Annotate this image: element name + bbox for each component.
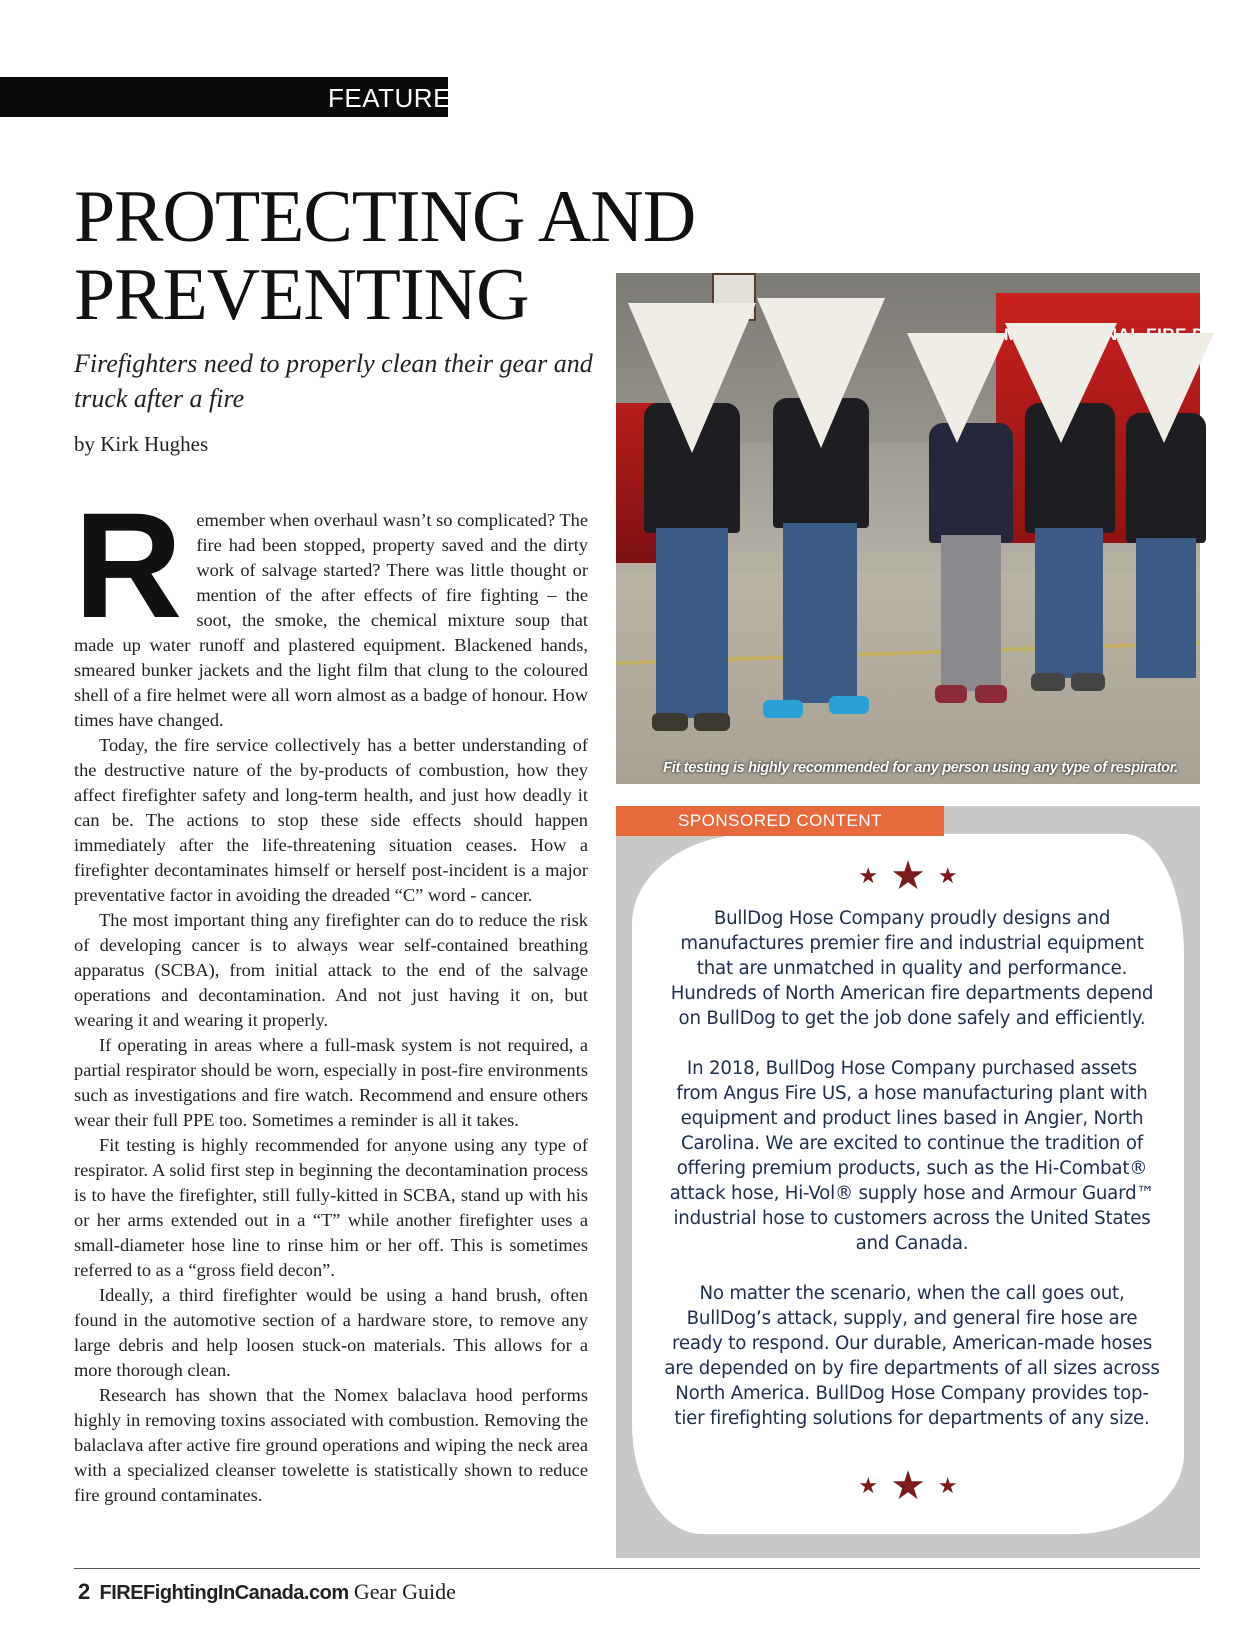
headline-line-2: PREVENTING <box>74 254 529 336</box>
headline-line-1: PROTECTING AND <box>74 176 696 258</box>
body-paragraph: Ideally, a third firefighter would be using a hand brush, often found in the automotive section of a hardware store, to remove any large debris and help loosen stuck-on materials. This allows for a more thorough clean. <box>74 1285 588 1380</box>
body-paragraph <box>74 481 588 733</box>
star-icon: ★ <box>858 1472 879 1498</box>
body-paragraph-text: emember when overhaul wasn’t so complicated? The fire had been stopped, property saved and the dirty work of salvage started? There was little thought or mention of the after effects of fire fighting – the soot, the smoke, the chemical mixture soup that made up water runoff and plastered equipment. Blackened hands, smeared bunker jackets and the light film that clung to the coloured shell of a fire helmet were all worn almost as a badge of honour. How times have changed. <box>74 510 588 730</box>
footer-guide: Gear Guide <box>353 1579 456 1604</box>
star-icon: ★ <box>937 1472 958 1498</box>
deck-subtitle: Firefighters need to properly clean their gear and truck after a fire <box>74 349 593 413</box>
footer-site: FIREFightingInCanada.com <box>99 1582 349 1604</box>
truck-label: MDT REGIONAL FIRE DEPT. <box>1004 325 1243 344</box>
star-icon: ★ <box>890 1463 926 1508</box>
section-bar <box>0 77 451 117</box>
photo-caption: Fit testing is highly recommended for any person using any type of respirator. <box>663 760 1178 776</box>
body-paragraph: Fit testing is highly recommended for anyone using any type of respirator. A solid first step in beginning the decontamination process is to have the firefighter, still fully-kitted in SCBA, stand up with his or her arms extended out in a “T” while another firefighter uses a small-diameter hose line to rinse him or her off. This is sometimes referred to as a “gross field decon”. <box>74 1135 588 1280</box>
body-paragraph: Today, the fire service collectively has a better understanding of the destructive nature of the by-products of combustion, how they affect firefighter safety and long-term health, and just how deadly it can be. The actions to stop these side effects should happen immediately after the life-threatening situation ceases. How a firefighter decontaminates himself or herself post-incident is a major preventative factor in avoiding the dreaded “C” word - cancer. <box>74 735 588 905</box>
drop-cap: R <box>74 481 183 649</box>
sponsored-paragraph: BullDog Hose Company proudly designs and manufactures premier fire and industrial equipment that are unmatched in quality and performance. Hundreds of North American fire departments depend on BullDog to get the job done safely and efficiently. <box>670 908 1154 1029</box>
section-label: FEATURE <box>328 83 451 113</box>
star-icon: ★ <box>858 862 879 888</box>
body-paragraph: Research has shown that the Nomex balaclava hood performs highly in removing toxins associated with combustion. Removing the balaclava after active fire ground operations and wiping the neck area with a specialized cleanser towelette is statistically shown to reduce fire ground contaminates. <box>74 1385 588 1505</box>
sponsored-copy <box>664 906 1160 1456</box>
fit-testing-photo <box>616 273 1243 784</box>
star-icon: ★ <box>890 853 926 898</box>
article-body <box>74 481 588 1508</box>
page-number: 2 <box>78 1579 91 1604</box>
sponsored-paragraph: No matter the scenario, when the call goes out, BullDog’s attack, supply, and general fire hose are ready to respond. Our durable, American-made hoses are depended on by fire departments of all sizes across North America. BullDog Hose Company provides top-tier firefighting solutions for departments of any size. <box>664 1283 1160 1429</box>
headline <box>74 178 695 334</box>
body-paragraph: The most important thing any firefighter can do to reduce the risk of developing cancer is to always wear self-contained breathing apparatus (SCBA), from initial attack to the end of the salvage operations and decontamination. And not just having it on, but wearing it and wearing it properly. <box>74 910 588 1030</box>
sponsored-content-tag: SPONSORED CONTENT <box>616 806 944 836</box>
byline: by Kirk Hughes <box>74 432 209 456</box>
stars-divider-top <box>616 852 1200 899</box>
sponsored-paragraph: In 2018, BullDog Hose Company purchased assets from Angus Fire US, a hose manufacturing plant with equipment and product lines based in Angier, North Carolina. We are excited to continue the tradition of offering premium products, such as the Hi-Combat® attack hose, Hi-Vol® supply hose and Armour Guard™ industrial hose to customers across the United States and Canada. <box>669 1058 1155 1254</box>
page-footer <box>78 1579 456 1605</box>
stars-divider-bottom <box>616 1462 1200 1509</box>
body-paragraph: If operating in areas where a full-mask system is not required, a partial respirator should be worn, especially in post-fire environments such as investigations and fire watch. Recommend and ensure others wear their full PPE too. Sometimes a reminder is all it takes. <box>74 1035 588 1130</box>
footer-rule <box>74 1568 1200 1569</box>
star-icon: ★ <box>937 862 958 888</box>
